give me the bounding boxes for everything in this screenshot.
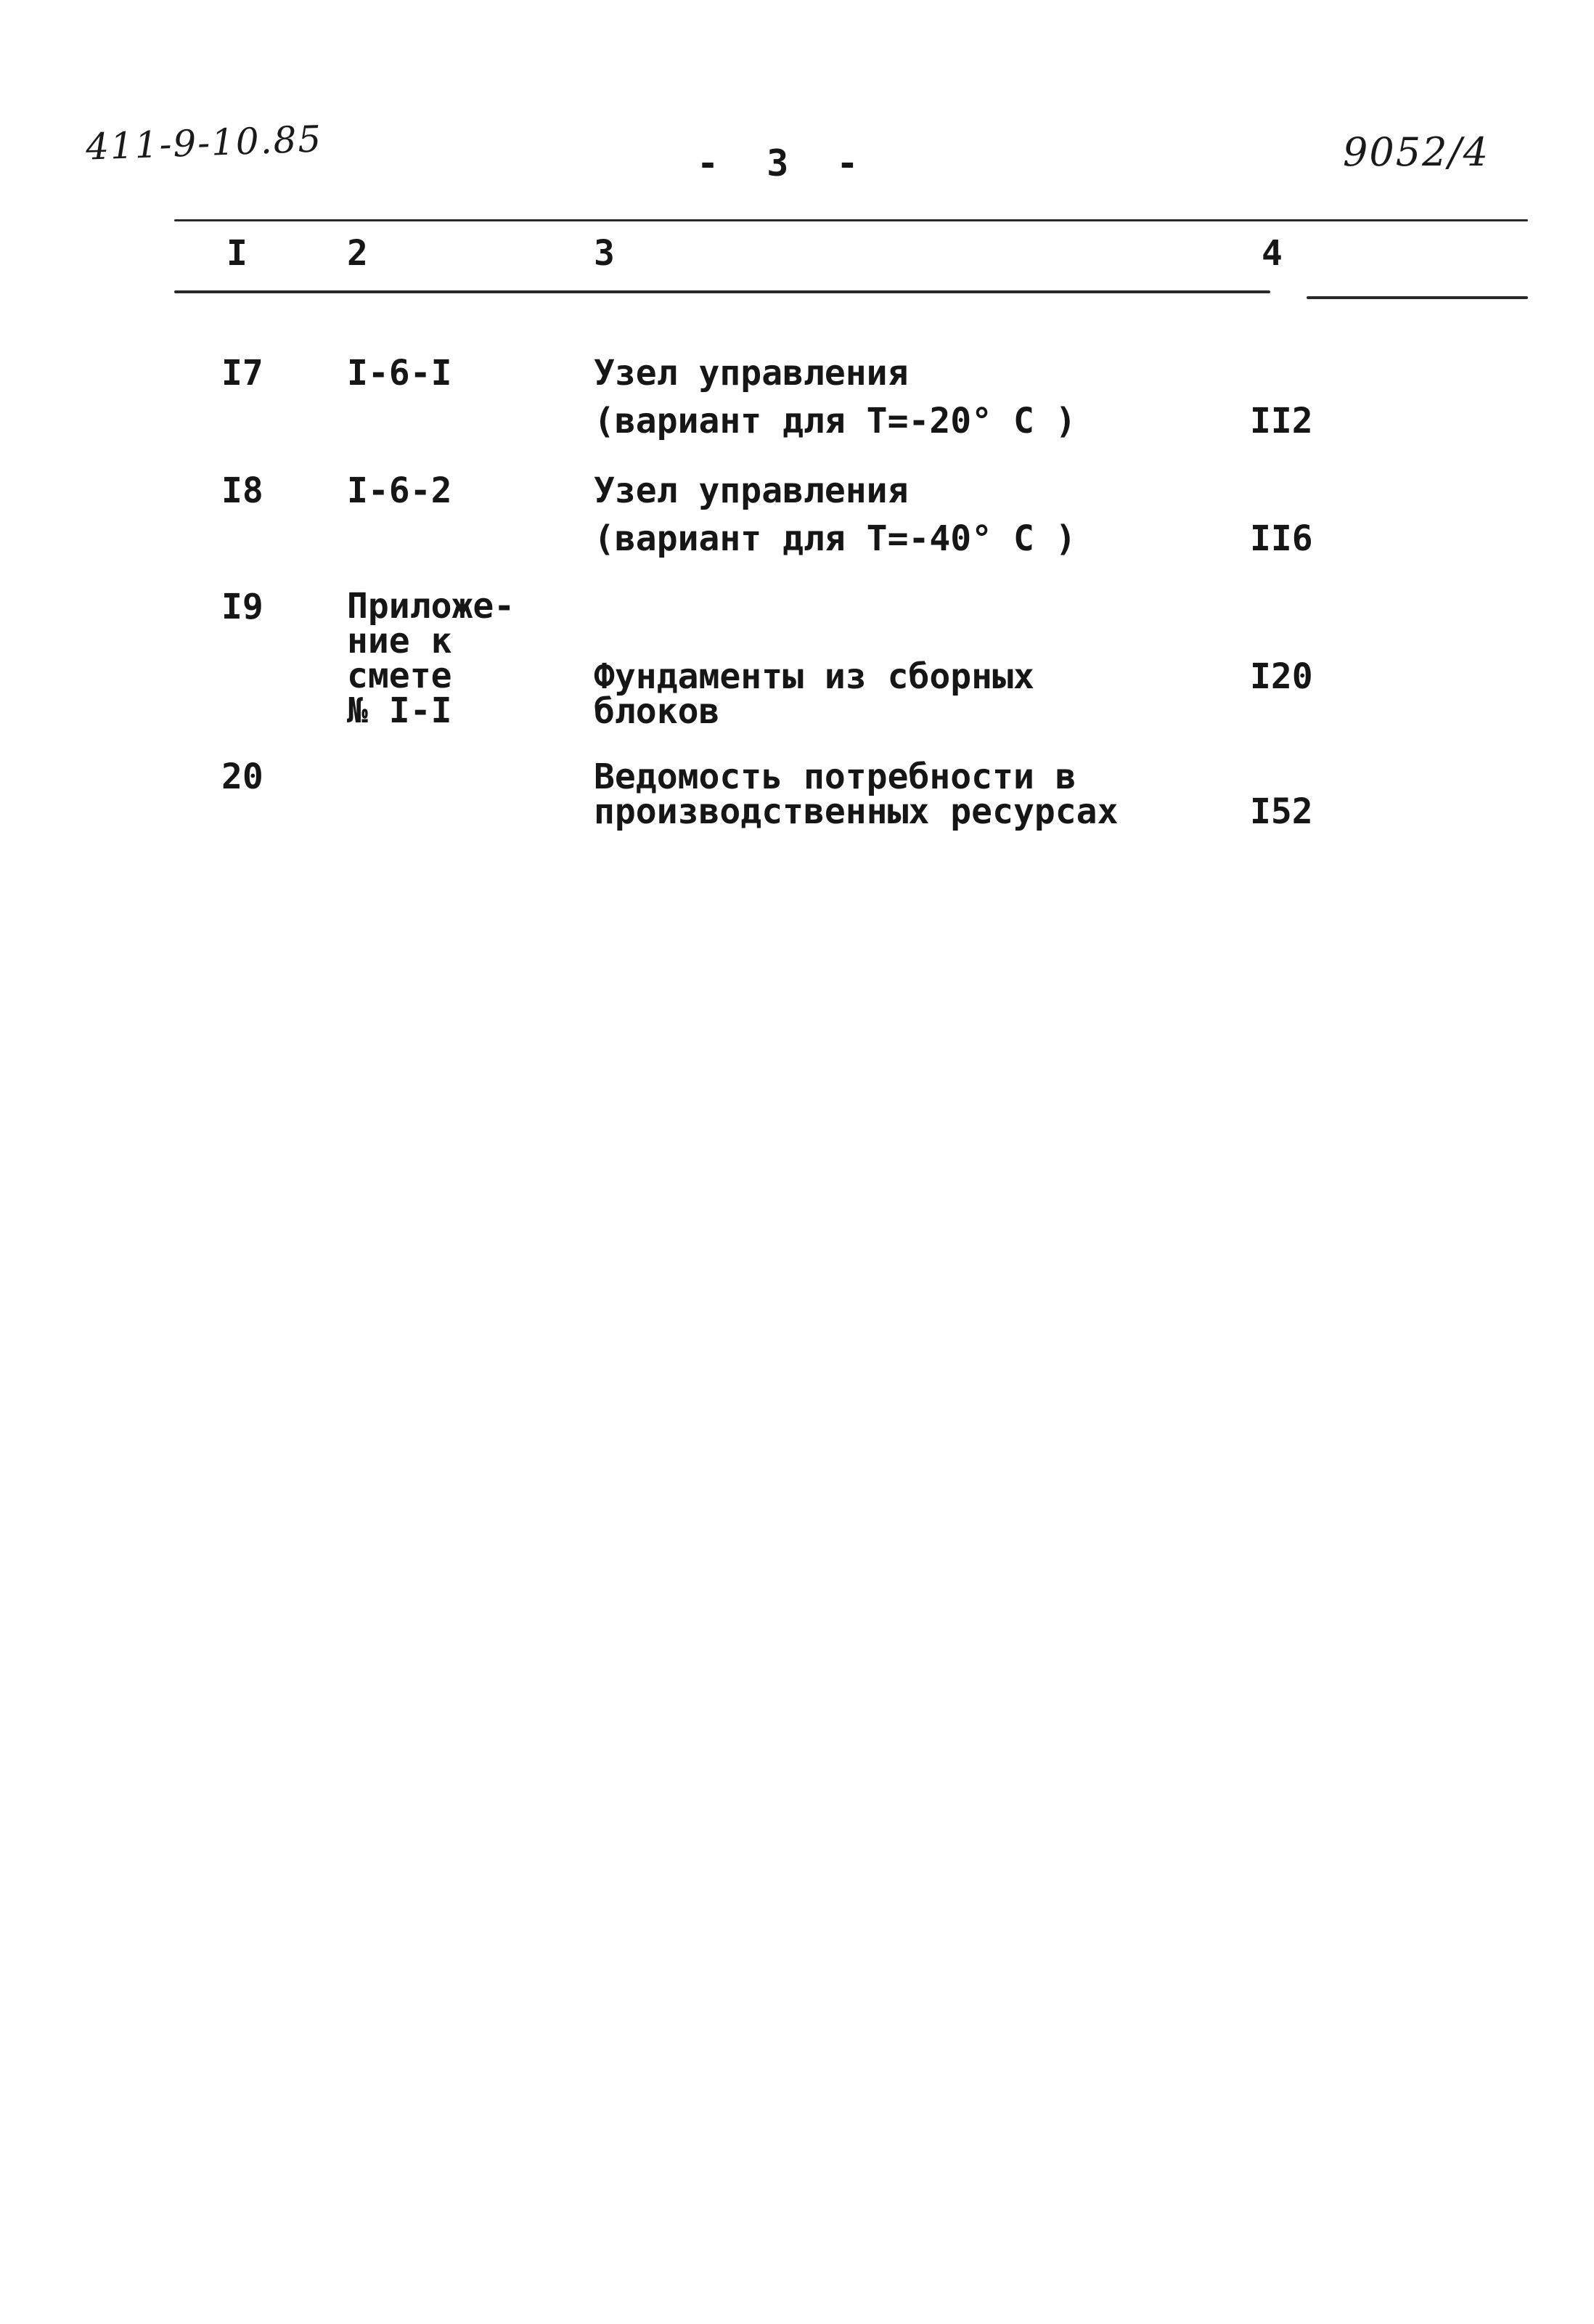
row-page: II2	[1250, 401, 1313, 441]
row-code-line-2: ние к	[347, 621, 452, 661]
row-title-line-1: Узел управления	[594, 470, 909, 511]
row-number: I9	[221, 587, 263, 627]
column-header-3: 3	[594, 233, 615, 274]
page-number: - 3 -	[697, 142, 872, 184]
row-code: I-6-I	[347, 353, 452, 394]
row-number: 20	[221, 757, 263, 797]
column-header-4: 4	[1262, 233, 1283, 274]
row-number: I8	[221, 470, 263, 511]
header-divider-rule	[174, 290, 1270, 293]
row-title-line-2: (вариант для Т=-20° С )	[594, 401, 1076, 441]
row-title-line-1: Ведомость потребности в	[594, 757, 1076, 797]
row-title-line-2: (вариант для Т=-40° С )	[594, 518, 1076, 559]
row-page: I20	[1250, 656, 1313, 697]
row-code-line-3: смете	[347, 656, 452, 696]
row-page: I52	[1250, 791, 1313, 832]
row-code: I-6-2	[347, 470, 452, 511]
header-divider-rule-right	[1307, 296, 1528, 299]
document-code: 411-9-10.85	[85, 118, 324, 168]
row-code-line-1: Приложе-	[347, 586, 515, 627]
table-top-rule	[174, 219, 1528, 221]
row-page: II6	[1250, 518, 1313, 559]
row-title-line-1: Фундаменты из сборных	[594, 656, 1034, 697]
column-header-2: 2	[347, 233, 368, 274]
column-header-1: I	[226, 233, 248, 274]
row-title-line-2: производственных ресурсах	[594, 791, 1119, 832]
document-number: 9052/4	[1343, 129, 1489, 175]
row-title-line-2: блоков	[594, 691, 720, 732]
row-code-line-4: № I-I	[347, 690, 452, 731]
row-title-line-1: Узел управления	[594, 353, 909, 394]
row-number: I7	[221, 353, 263, 394]
